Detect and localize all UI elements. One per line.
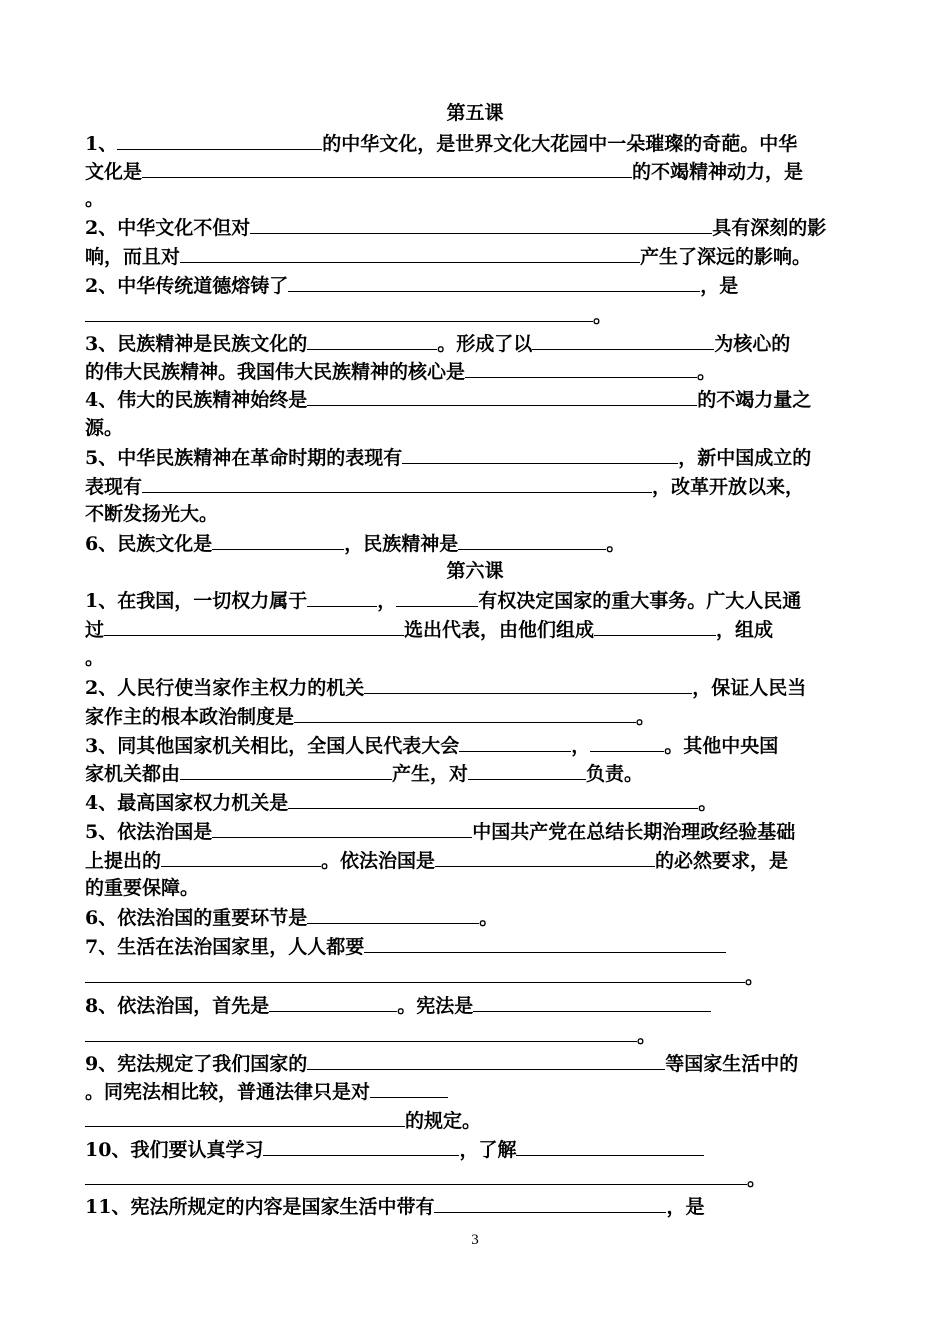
fill-blank[interactable]	[459, 730, 571, 752]
l5-q4-line1	[85, 384, 811, 414]
l6-q7-line2	[85, 961, 764, 991]
fill-blank[interactable]	[85, 1163, 747, 1185]
fill-blank[interactable]	[307, 902, 479, 924]
fill-blank[interactable]	[142, 471, 652, 493]
fill-blank[interactable]	[434, 1191, 666, 1213]
fill-blank[interactable]	[532, 328, 714, 350]
fill-blank[interactable]	[212, 528, 344, 550]
l5-q3-line1	[85, 328, 790, 358]
l6-q5-line2	[85, 845, 788, 875]
l6-q5-line3: 的重要保障。	[85, 877, 200, 899]
page-number: 3	[471, 1232, 479, 1248]
text: 。	[745, 966, 765, 988]
fill-blank[interactable]	[435, 845, 655, 867]
text: 家机关都由	[85, 763, 181, 785]
l6-q4-line1	[85, 787, 717, 817]
text: ，新中国成立的	[678, 447, 812, 469]
text: 的不竭精神动力，是	[632, 161, 804, 183]
l5-q2-line2	[85, 241, 811, 271]
text: 。	[747, 1168, 767, 1190]
fill-blank[interactable]	[180, 241, 640, 263]
fill-blank[interactable]	[161, 845, 321, 867]
text: 1、在我国，一切权力属于	[85, 590, 308, 612]
text: ，保证人民当	[692, 677, 807, 699]
text: 。同宪法相比较，普通法律只是对	[85, 1081, 371, 1103]
fill-blank[interactable]	[473, 990, 711, 1012]
l6-q8-line2	[85, 1020, 656, 1050]
text: 上提出的	[85, 850, 162, 872]
fill-blank[interactable]	[307, 328, 437, 350]
text: 。	[479, 907, 499, 929]
text: 具有深刻的影	[712, 217, 827, 239]
text: ，是	[700, 275, 739, 297]
fill-blank[interactable]	[364, 672, 692, 694]
l6-q6-line1	[85, 902, 498, 932]
fill-blank[interactable]	[85, 300, 593, 322]
text: 。	[698, 792, 718, 814]
text: 的不竭力量之	[697, 389, 812, 411]
fill-blank[interactable]	[458, 528, 606, 550]
l5-q5-line1	[85, 442, 811, 472]
text: 4、最高国家权力机关是	[85, 792, 289, 814]
text: 2、人民行使当家作主权力的机关	[85, 677, 365, 699]
text: 3、民族精神是民族文化的	[85, 333, 308, 355]
fill-blank[interactable]	[85, 1105, 405, 1127]
fill-blank[interactable]	[468, 758, 586, 780]
text: 9、宪法规定了我们国家的	[85, 1053, 308, 1075]
text: 。	[636, 706, 656, 728]
l6-q3-line1	[85, 730, 778, 760]
fill-blank[interactable]	[250, 212, 712, 234]
lesson6-title: 第六课	[446, 560, 504, 582]
fill-blank[interactable]	[212, 816, 472, 838]
fill-blank[interactable]	[85, 1020, 637, 1042]
text: 的规定。	[405, 1110, 482, 1132]
text: 。依法治国是	[321, 850, 436, 872]
l5-q1-line1	[85, 128, 797, 158]
text: ，改革开放以来，	[652, 476, 805, 498]
fill-blank[interactable]	[85, 961, 745, 983]
l6-q1-line2	[85, 614, 773, 644]
l5-q1-line3: 。	[85, 188, 105, 210]
text: 。形成了以	[437, 333, 533, 355]
l5-q2-line1	[85, 212, 826, 242]
fill-blank[interactable]	[396, 585, 478, 607]
l6-q1-line1	[85, 585, 801, 615]
text: 文化是	[85, 161, 143, 183]
fill-blank[interactable]	[104, 614, 404, 636]
text: 3、同其他国家机关相比，全国人民代表大会	[85, 735, 460, 757]
text: 10、我们要认真学习	[85, 1139, 264, 1161]
l6-q1-line3: 。	[85, 647, 105, 669]
fill-blank[interactable]	[117, 128, 322, 150]
text: 。其他中央国	[664, 735, 779, 757]
l6-q7-line1	[85, 931, 726, 961]
l5-q4-line2: 源。	[85, 417, 124, 439]
l6-q8-line1	[85, 990, 711, 1020]
text: 8、依法治国，首先是	[85, 995, 270, 1017]
l6-q5-line1	[85, 816, 795, 846]
text: 。	[593, 305, 613, 327]
l5-q5-line2	[85, 471, 804, 501]
fill-blank[interactable]	[269, 990, 397, 1012]
l6-q10-line1	[85, 1134, 704, 1164]
text: 为核心的	[714, 333, 791, 355]
text: ，组成	[716, 619, 774, 641]
text: 6、民族文化是	[85, 533, 213, 555]
l6-q9-line2	[85, 1076, 448, 1106]
l6-q9-line1	[85, 1048, 798, 1078]
fill-blank[interactable]	[307, 1048, 665, 1070]
l6-q10-line2	[85, 1163, 766, 1193]
text: 的中华文化，是世界文化大花园中一朵璀璨的奇葩。中华	[322, 133, 798, 155]
l6-q11-line1	[85, 1191, 704, 1221]
text: 表现有	[85, 476, 143, 498]
l5-q2b-line2	[85, 300, 612, 330]
fill-blank[interactable]	[364, 931, 726, 953]
l6-q9-line3	[85, 1105, 481, 1135]
text: 5、依法治国是	[85, 821, 213, 843]
text: 5、中华民族精神在革命时期的表现有	[85, 447, 403, 469]
fill-blank[interactable]	[288, 787, 698, 809]
text: 中国共产党在总结长期治理政经验基础	[472, 821, 796, 843]
fill-blank[interactable]	[180, 758, 392, 780]
text: 的伟大民族精神。我国伟大民族精神的核心是	[85, 361, 466, 383]
l5-q2b-line1	[85, 270, 738, 300]
text: 负责。	[586, 763, 644, 785]
l6-q2-line2	[85, 701, 655, 731]
text: 产生，对	[392, 763, 469, 785]
fill-blank[interactable]	[294, 701, 636, 723]
fill-blank[interactable]	[307, 585, 377, 607]
text: 有权决定国家的重大事务。广大人民通	[478, 590, 802, 612]
text: 4、伟大的民族精神始终是	[85, 389, 308, 411]
fill-blank[interactable]	[263, 1134, 459, 1156]
fill-blank[interactable]	[402, 442, 678, 464]
l6-q3-line2	[85, 758, 643, 788]
fill-blank[interactable]	[288, 270, 700, 292]
text: ，是	[666, 1196, 705, 1218]
text: ，	[571, 735, 591, 757]
text: 。	[637, 1025, 657, 1047]
text: 7、生活在法治国家里，人人都要	[85, 936, 365, 958]
text: 1、	[85, 133, 118, 155]
lesson5-title: 第五课	[446, 102, 504, 124]
text: 家作主的根本政治制度是	[85, 706, 295, 728]
fill-blank[interactable]	[370, 1076, 448, 1098]
l5-q6-line1	[85, 528, 625, 558]
l5-q1-line2	[85, 156, 803, 186]
l6-q2-line1	[85, 672, 806, 702]
fill-blank[interactable]	[590, 730, 664, 752]
fill-blank[interactable]	[142, 156, 632, 178]
text: 2、中华文化不但对	[85, 217, 251, 239]
text: ，	[377, 590, 397, 612]
text: 等国家生活中的	[665, 1053, 799, 1075]
fill-blank[interactable]	[516, 1134, 704, 1156]
l5-q3-line2	[85, 356, 716, 386]
text: 。	[606, 533, 626, 555]
text: 。	[697, 361, 717, 383]
text: 的必然要求，是	[655, 850, 789, 872]
l5-q5-line3: 不断发扬光大。	[85, 503, 219, 525]
text: ，民族精神是	[344, 533, 459, 555]
text: 6、依法治国的重要环节是	[85, 907, 308, 929]
fill-blank[interactable]	[594, 614, 716, 636]
fill-blank[interactable]	[465, 356, 697, 378]
fill-blank[interactable]	[307, 384, 697, 406]
text: 选出代表，由他们组成	[404, 619, 595, 641]
text: 2、中华传统道德熔铸了	[85, 275, 289, 297]
text: 11、宪法所规定的内容是国家生活中带有	[85, 1196, 435, 1218]
text: 产生了深远的影响。	[640, 246, 812, 268]
text: 响，而且对	[85, 246, 181, 268]
text: ，了解	[459, 1139, 517, 1161]
text: 过	[85, 619, 105, 641]
text: 。宪法是	[397, 995, 474, 1017]
